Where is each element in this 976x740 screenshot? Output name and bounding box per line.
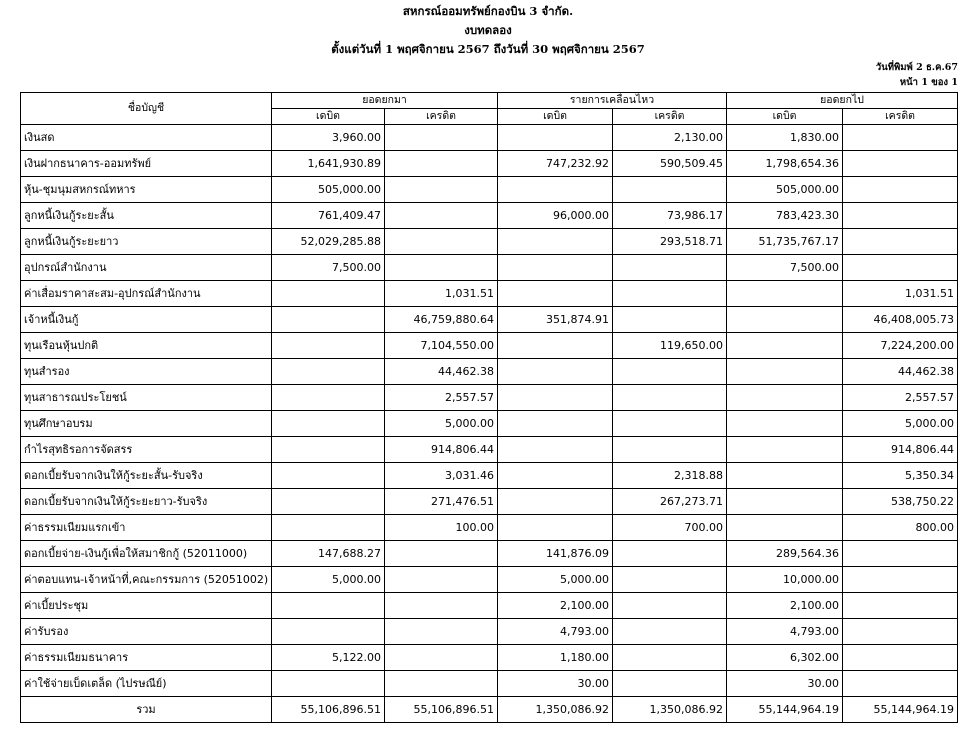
- credit-cell: [843, 255, 958, 281]
- debit-cell: 51,735,767.17: [727, 229, 843, 255]
- credit-cell: 44,462.38: [385, 359, 498, 385]
- account-name-cell: ทุนศึกษาอบรม: [21, 411, 272, 437]
- table-row: [21, 411, 958, 437]
- table-row: [21, 281, 958, 307]
- account-name-cell: กำไรสุทธิรอการจัดสรร: [21, 437, 272, 463]
- debit-cell: 96,000.00: [498, 203, 613, 229]
- debit-cell: 761,409.47: [272, 203, 385, 229]
- table-row: [21, 567, 958, 593]
- debit-cell: 1,180.00: [498, 645, 613, 671]
- debit-cell: [272, 463, 385, 489]
- debit-cell: [727, 281, 843, 307]
- report-meta: [876, 60, 958, 90]
- debit-cell: [727, 385, 843, 411]
- credit-cell: 2,318.88: [613, 463, 727, 489]
- debit-cell: [272, 515, 385, 541]
- debit-cell: 2,100.00: [498, 593, 613, 619]
- debit-cell: 5,122.00: [272, 645, 385, 671]
- credit-cell: [613, 593, 727, 619]
- debit-cell: 5,000.00: [498, 567, 613, 593]
- table-row: [21, 359, 958, 385]
- debit-cell: [727, 359, 843, 385]
- credit-cell: 2,557.57: [385, 385, 498, 411]
- table-row: [21, 593, 958, 619]
- credit-cell: [843, 671, 958, 697]
- credit-cell: 800.00: [843, 515, 958, 541]
- account-name-cell: ค่าตอบแทน-เจ้าหน้าที่,คณะกรรมการ (52051002): [21, 567, 272, 593]
- account-name-cell: เงินสด: [21, 125, 272, 151]
- credit-cell: 44,462.38: [843, 359, 958, 385]
- account-name-cell: ค่ารับรอง: [21, 619, 272, 645]
- debit-cell: 55,106,896.51: [272, 697, 385, 723]
- debit-cell: [272, 411, 385, 437]
- report-period: ตั้งแต่วันที่ 1 พฤศจิกายน 2567 ถึงวันที่ 30 พฤศจิกายน 2567: [331, 42, 645, 56]
- credit-cell: 100.00: [385, 515, 498, 541]
- debit-cell: 52,029,285.88: [272, 229, 385, 255]
- credit-cell: [385, 541, 498, 567]
- account-name-cell: อุปกรณ์สำนักงาน: [21, 255, 272, 281]
- debit-cell: [498, 385, 613, 411]
- credit-cell: [843, 203, 958, 229]
- credit-cell: 5,000.00: [843, 411, 958, 437]
- account-name-cell: เงินฝากธนาคาร-ออมทรัพย์: [21, 151, 272, 177]
- sub-header-credit: เครดิต: [385, 109, 498, 125]
- account-name-header: ชื่อบัญชี: [21, 93, 272, 125]
- credit-cell: 1,031.51: [843, 281, 958, 307]
- debit-cell: 4,793.00: [727, 619, 843, 645]
- credit-cell: 1,031.51: [385, 281, 498, 307]
- debit-cell: [498, 437, 613, 463]
- debit-cell: 55,144,964.19: [727, 697, 843, 723]
- credit-cell: 590,509.45: [613, 151, 727, 177]
- table-row: [21, 619, 958, 645]
- debit-cell: [727, 463, 843, 489]
- credit-cell: 1,350,086.92: [613, 697, 727, 723]
- credit-cell: 119,650.00: [613, 333, 727, 359]
- credit-cell: [843, 125, 958, 151]
- credit-cell: 46,408,005.73: [843, 307, 958, 333]
- debit-cell: [498, 229, 613, 255]
- debit-cell: [498, 489, 613, 515]
- credit-cell: [613, 281, 727, 307]
- credit-cell: [843, 645, 958, 671]
- report-title: สหกรณ์ออมทรัพย์กองบิน 3 จำกัด.: [402, 4, 574, 18]
- debit-cell: 747,232.92: [498, 151, 613, 177]
- credit-cell: [613, 437, 727, 463]
- credit-cell: 3,031.46: [385, 463, 498, 489]
- account-name-cell: ค่าเบี้ยประชุม: [21, 593, 272, 619]
- credit-cell: [385, 177, 498, 203]
- credit-cell: [613, 671, 727, 697]
- account-name-cell: ทุนสำรอง: [21, 359, 272, 385]
- debit-cell: 10,000.00: [727, 567, 843, 593]
- credit-cell: [843, 593, 958, 619]
- debit-cell: 5,000.00: [272, 567, 385, 593]
- debit-cell: [498, 515, 613, 541]
- credit-cell: 293,518.71: [613, 229, 727, 255]
- credit-cell: [613, 385, 727, 411]
- table-row: [21, 515, 958, 541]
- account-name-cell: ทุนสาธารณประโยชน์: [21, 385, 272, 411]
- credit-cell: [385, 671, 498, 697]
- sub-header-debit: เดบิต: [498, 109, 613, 125]
- credit-cell: 267,273.71: [613, 489, 727, 515]
- table-row: [21, 385, 958, 411]
- sub-header-credit: เครดิต: [613, 109, 727, 125]
- credit-cell: [613, 177, 727, 203]
- debit-cell: 4,793.00: [498, 619, 613, 645]
- debit-cell: [727, 515, 843, 541]
- credit-cell: [843, 151, 958, 177]
- credit-cell: 271,476.51: [385, 489, 498, 515]
- debit-cell: 351,874.91: [498, 307, 613, 333]
- credit-cell: 55,106,896.51: [385, 697, 498, 723]
- credit-cell: [385, 229, 498, 255]
- account-name-cell: ดอกเบี้ยจ่าย-เงินกู้เพื่อให้สมาชิกกู้ (52011000): [21, 541, 272, 567]
- debit-cell: [727, 411, 843, 437]
- credit-cell: 914,806.44: [843, 437, 958, 463]
- debit-cell: [498, 359, 613, 385]
- debit-cell: [272, 307, 385, 333]
- table-row: [21, 333, 958, 359]
- credit-cell: [613, 307, 727, 333]
- debit-cell: 783,423.30: [727, 203, 843, 229]
- credit-cell: 7,104,550.00: [385, 333, 498, 359]
- credit-cell: [613, 411, 727, 437]
- credit-cell: [843, 619, 958, 645]
- account-name-cell: ค่าธรรมเนียมแรกเข้า: [21, 515, 272, 541]
- group-header-movements: รายการเคลื่อนไหว: [498, 93, 727, 109]
- credit-cell: [385, 567, 498, 593]
- account-name-cell: ดอกเบี้ยรับจากเงินให้กู้ระยะสั้น-รับจริง: [21, 463, 272, 489]
- credit-cell: 7,224,200.00: [843, 333, 958, 359]
- credit-cell: 5,000.00: [385, 411, 498, 437]
- debit-cell: 1,350,086.92: [498, 697, 613, 723]
- debit-cell: [272, 385, 385, 411]
- account-name-cell: ค่าเสื่อมราคาสะสม-อุปกรณ์สำนักงาน: [21, 281, 272, 307]
- account-name-cell: ค่าใช้จ่ายเบ็ดเตล็ด (ไปรษณีย์): [21, 671, 272, 697]
- credit-cell: [613, 645, 727, 671]
- credit-cell: [613, 359, 727, 385]
- page-number: หน้า 1 ของ 1: [899, 77, 958, 88]
- debit-cell: [272, 593, 385, 619]
- debit-cell: [727, 437, 843, 463]
- table-row: [21, 203, 958, 229]
- credit-cell: [843, 229, 958, 255]
- debit-cell: 7,500.00: [272, 255, 385, 281]
- debit-cell: [272, 333, 385, 359]
- debit-cell: [272, 359, 385, 385]
- credit-cell: 5,350.34: [843, 463, 958, 489]
- debit-cell: [272, 619, 385, 645]
- table-row: [21, 541, 958, 567]
- debit-cell: 1,798,654.36: [727, 151, 843, 177]
- debit-cell: [498, 255, 613, 281]
- sub-header-credit: เครดิต: [843, 109, 958, 125]
- table-row: [21, 229, 958, 255]
- print-date: วันที่พิมพ์ 2 ธ.ค.67: [875, 62, 958, 73]
- credit-cell: [613, 541, 727, 567]
- debit-cell: 505,000.00: [272, 177, 385, 203]
- credit-cell: [385, 151, 498, 177]
- report-subtitle: งบทดลอง: [464, 23, 512, 37]
- credit-cell: [385, 645, 498, 671]
- credit-cell: [843, 177, 958, 203]
- table-row: [21, 437, 958, 463]
- table-row: [21, 255, 958, 281]
- debit-cell: [272, 489, 385, 515]
- debit-cell: [498, 463, 613, 489]
- credit-cell: 538,750.22: [843, 489, 958, 515]
- debit-cell: 141,876.09: [498, 541, 613, 567]
- debit-cell: [727, 307, 843, 333]
- credit-cell: 46,759,880.64: [385, 307, 498, 333]
- table-row: [21, 671, 958, 697]
- debit-cell: 7,500.00: [727, 255, 843, 281]
- total-label: รวม: [21, 697, 272, 723]
- credit-cell: [385, 255, 498, 281]
- debit-cell: [727, 333, 843, 359]
- debit-cell: [498, 125, 613, 151]
- table-row: [21, 125, 958, 151]
- credit-cell: [613, 567, 727, 593]
- debit-cell: [498, 177, 613, 203]
- credit-cell: 2,130.00: [613, 125, 727, 151]
- account-name-cell: หุ้น-ชุมนุมสหกรณ์ทหาร: [21, 177, 272, 203]
- group-header-brought-forward: ยอดยกมา: [272, 93, 498, 109]
- credit-cell: [385, 125, 498, 151]
- debit-cell: [727, 489, 843, 515]
- debit-cell: [272, 437, 385, 463]
- debit-cell: [498, 333, 613, 359]
- account-name-cell: ดอกเบี้ยรับจากเงินให้กู้ระยะยาว-รับจริง: [21, 489, 272, 515]
- credit-cell: [613, 255, 727, 281]
- debit-cell: 1,830.00: [727, 125, 843, 151]
- debit-cell: 30.00: [727, 671, 843, 697]
- account-name-cell: ลูกหนี้เงินกู้ระยะสั้น: [21, 203, 272, 229]
- credit-cell: [385, 593, 498, 619]
- debit-cell: 1,641,930.89: [272, 151, 385, 177]
- debit-cell: 3,960.00: [272, 125, 385, 151]
- credit-cell: [843, 541, 958, 567]
- account-name-cell: เจ้าหนี้เงินกู้: [21, 307, 272, 333]
- table-row: [21, 307, 958, 333]
- sub-header-debit: เดบิต: [727, 109, 843, 125]
- table-row: [21, 489, 958, 515]
- debit-cell: 2,100.00: [727, 593, 843, 619]
- debit-cell: 6,302.00: [727, 645, 843, 671]
- account-name-cell: ทุนเรือนหุ้นปกติ: [21, 333, 272, 359]
- credit-cell: [613, 619, 727, 645]
- credit-cell: 73,986.17: [613, 203, 727, 229]
- debit-cell: 30.00: [498, 671, 613, 697]
- table-row: [21, 463, 958, 489]
- debit-cell: 505,000.00: [727, 177, 843, 203]
- table-body: [21, 125, 958, 723]
- account-name-cell: ลูกหนี้เงินกู้ระยะยาว: [21, 229, 272, 255]
- debit-cell: 147,688.27: [272, 541, 385, 567]
- account-name-cell: ค่าธรรมเนียมธนาคาร: [21, 645, 272, 671]
- debit-cell: [498, 281, 613, 307]
- sub-header-debit: เดบิต: [272, 109, 385, 125]
- table-row: [21, 177, 958, 203]
- debit-cell: [272, 281, 385, 307]
- report-header: [0, 2, 976, 59]
- credit-cell: [843, 567, 958, 593]
- credit-cell: 2,557.57: [843, 385, 958, 411]
- credit-cell: 700.00: [613, 515, 727, 541]
- debit-cell: 289,564.36: [727, 541, 843, 567]
- table-row: [21, 645, 958, 671]
- credit-cell: [385, 203, 498, 229]
- credit-cell: [385, 619, 498, 645]
- debit-cell: [272, 671, 385, 697]
- total-row: [21, 697, 958, 723]
- trial-balance-table: [20, 92, 958, 723]
- group-header-carried-forward: ยอดยกไป: [727, 93, 958, 109]
- credit-cell: 55,144,964.19: [843, 697, 958, 723]
- credit-cell: 914,806.44: [385, 437, 498, 463]
- debit-cell: [498, 411, 613, 437]
- table-row: [21, 151, 958, 177]
